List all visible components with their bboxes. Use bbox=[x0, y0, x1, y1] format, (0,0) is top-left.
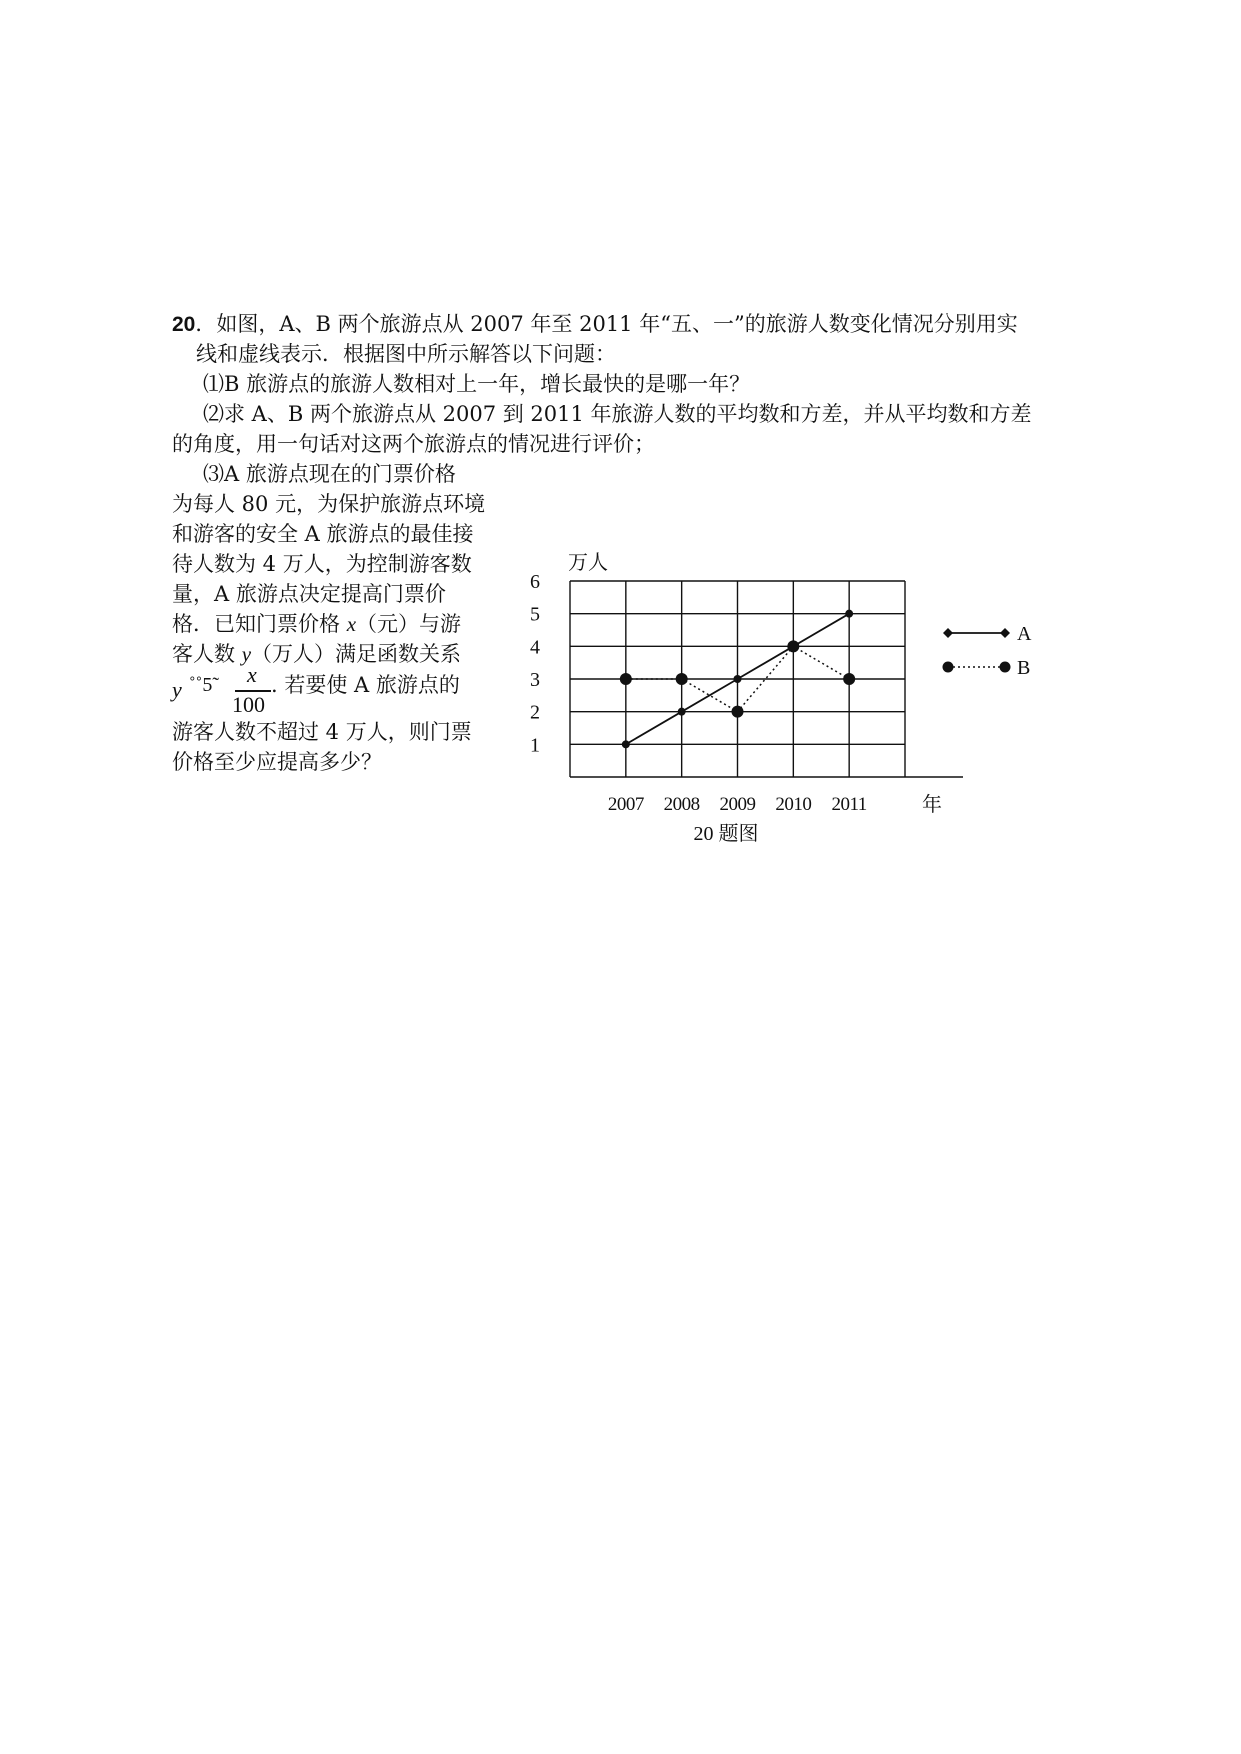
question-part-3-line-4: 待人数为 4 万人，为控制游客数 bbox=[172, 552, 472, 576]
x-tick-label: 2008 bbox=[663, 794, 700, 815]
legend-marker-B bbox=[1000, 662, 1011, 673]
legend-marker-A bbox=[943, 628, 953, 638]
question-part-3-line-5: 量，A 旅游点决定提高门票价 bbox=[172, 582, 446, 606]
question-intro-2: 线和虚线表示．根据图中所示解答以下问题： bbox=[196, 342, 616, 366]
question-part-3-line-9: 游客人数不超过 4 万人，则门票 bbox=[172, 720, 472, 744]
x-tick-label: 2009 bbox=[719, 794, 756, 815]
price-text: 格．已知门票价格 bbox=[172, 612, 347, 636]
question-intro-1: ．如图，A、B 两个旅游点从 2007 年至 2011 年“五、一”的旅游人数变化情况分别用实 bbox=[195, 312, 1018, 336]
formula-numerator: x bbox=[247, 662, 257, 687]
point-A-2009 bbox=[734, 675, 742, 683]
question-part-2-line-1: ⑵求 A、B 两个旅游点从 2007 到 2011 年旅游人数的平均数和方差，并从平均数和方差 bbox=[203, 402, 1032, 426]
x-tick-label: 2010 bbox=[775, 794, 812, 815]
question-part-2-line-2: 的角度，用一句话对这两个旅游点的情况进行评价； bbox=[172, 432, 655, 456]
question-part-3-line-2: 为每人 80 元，为保护旅游点环境 bbox=[172, 492, 486, 516]
point-A-2008 bbox=[678, 708, 686, 716]
point-A-2011 bbox=[845, 610, 853, 618]
point-B-2008 bbox=[676, 673, 688, 685]
y-tick-label: 1 bbox=[530, 734, 540, 757]
x-axis-title: 年 bbox=[922, 794, 942, 816]
legend-marker-A bbox=[1000, 628, 1010, 638]
legend-marker-B bbox=[943, 662, 954, 673]
chart-caption: 20 题图 bbox=[693, 823, 759, 845]
question-number: 20 bbox=[172, 313, 196, 336]
y-tick-label: 5 bbox=[530, 603, 540, 626]
point-B-2009 bbox=[732, 706, 744, 718]
variable-x: x bbox=[346, 612, 357, 636]
price-unit-text: （元）与游 bbox=[356, 612, 462, 636]
point-B-2007 bbox=[620, 673, 632, 685]
variable-y: y bbox=[241, 642, 252, 666]
question-part-3-line-1: ⑶A 旅游点现在的门票价格 bbox=[203, 462, 456, 486]
chart-legend bbox=[943, 623, 1033, 679]
function-text: （万人）满足函数关系 bbox=[251, 642, 462, 666]
formula-garbled-symbols: ˚˚5̃ bbox=[189, 674, 213, 696]
y-tick-label: 2 bbox=[530, 701, 540, 724]
question-part-3-line-8: . 若要使 A 旅游点的 bbox=[271, 673, 460, 697]
y-tick-label: 6 bbox=[530, 571, 540, 593]
visitors-text: 客人数 bbox=[172, 642, 242, 666]
point-B-2011 bbox=[843, 673, 855, 685]
legend-label-B: B bbox=[1017, 657, 1031, 679]
point-A-2007 bbox=[622, 740, 630, 748]
y-axis-title: 万人 bbox=[568, 552, 608, 574]
x-tick-label: 2011 bbox=[831, 794, 867, 815]
question-part-1: ⑴B 旅游点的旅游人数相对上一年，增长最快的是哪一年？ bbox=[203, 372, 751, 396]
formula-y: y bbox=[172, 677, 182, 702]
formula-denominator: 100 bbox=[232, 692, 265, 717]
question-part-3-line-10: 价格至少应提高多少？ bbox=[172, 750, 382, 774]
legend-label-A: A bbox=[1017, 623, 1032, 645]
x-tick-label: 2007 bbox=[607, 794, 644, 815]
chart-labels bbox=[530, 551, 942, 845]
question-part-3-line-3: 和游客的安全 A 旅游点的最佳接 bbox=[172, 522, 474, 546]
y-tick-label: 4 bbox=[530, 636, 540, 659]
point-B-2010 bbox=[787, 640, 799, 652]
y-tick-label: 3 bbox=[530, 669, 540, 691]
